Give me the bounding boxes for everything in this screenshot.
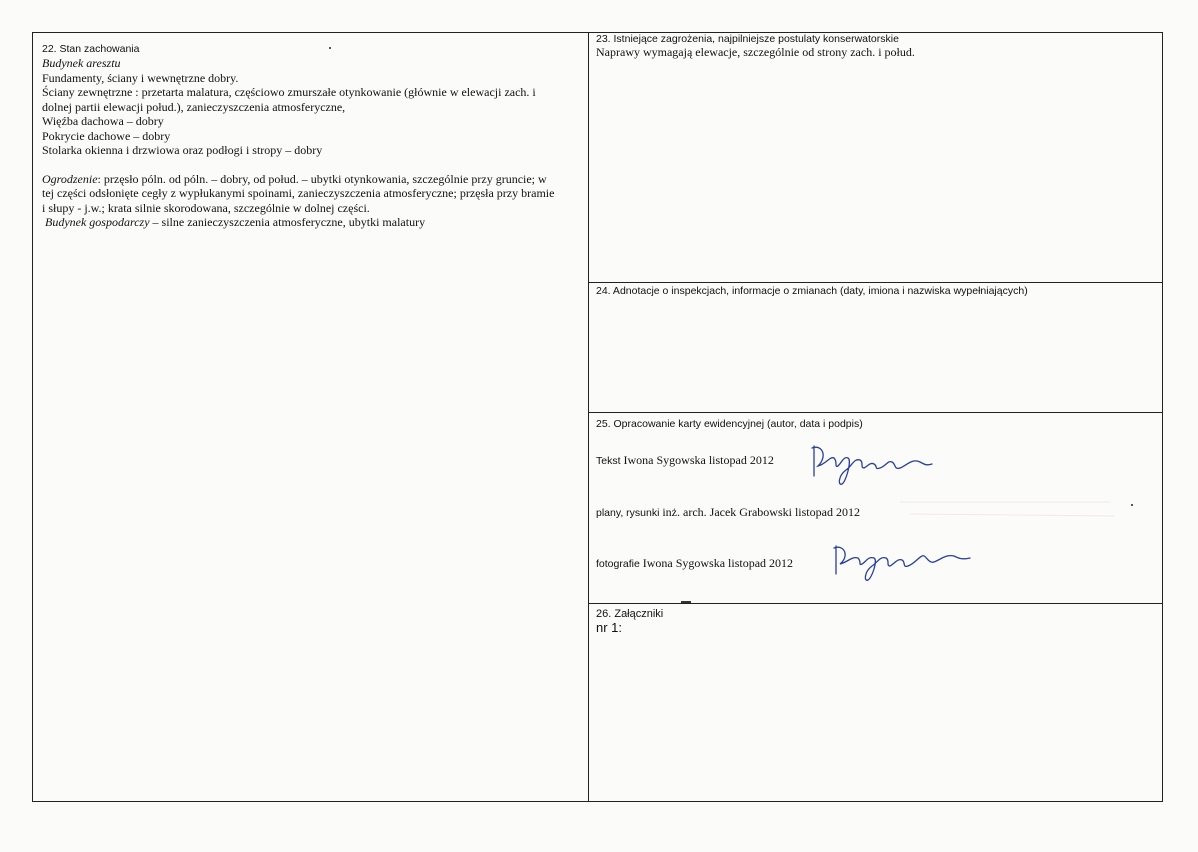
condition-line: Pokrycie dachowe – dobry (42, 128, 171, 143)
column-divider (588, 32, 589, 802)
building-arrest-label: Budynek aresztu (42, 56, 121, 70)
condition-line: Ściany zewnętrzne : przetarta malatura, częściowo zmurszałe otynkowanie (głównie w elewacji zach. i (42, 85, 536, 99)
faint-stamp (900, 492, 1120, 526)
section-22-title: 22. Stan zachowania (42, 43, 140, 55)
divider-25-26 (588, 603, 1163, 604)
divider-24-25 (588, 412, 1163, 413)
condition-line: Stolarka okienna i drzwiowa oraz podłogi i stropy – dobry (42, 143, 323, 157)
fence-line: i słupy - j.w.; krata silnie skorodowana, szczególnie w dolnej części. (42, 200, 370, 215)
divider-23-24 (588, 282, 1163, 283)
outbuilding-line: Budynek gospodarczy – silne zanieczyszczenia atmosferyczne, ubytki malatury (45, 215, 426, 229)
plans-author-row: plany, rysunki inż. arch. Jacek Grabowski listopad 2012 (596, 505, 860, 519)
fence-label: Ogrodzenie (42, 171, 98, 186)
fence-line: Ogrodzenie: przęsło póln. od póln. – dobry, od połud. – ubytki otynkowania, szczególnie przy gruncie; w (42, 171, 547, 186)
section-26 (596, 608, 1156, 635)
section-24-title: 24. Adnotacje o inspekcjach, informacje o zmianach (daty, imiona i nazwiska wypełniających) (596, 285, 1028, 297)
text-author-row: Tekst Iwona Sygowska listopad 2012 (596, 453, 774, 467)
scan-speck (681, 601, 691, 603)
photos-author-row: fotografie Iwona Sygowska listopad 2012 (596, 556, 794, 570)
condition-line: Więźba dachowa – dobry (42, 114, 164, 128)
condition-line: Fundamenty, ściany i wewnętrzne dobry. (42, 70, 239, 85)
section-24 (596, 285, 1156, 297)
fence-line: tej części odsłonięte cegły z wypłukanymi spoinami, zanieczyszczenia atmosferyczne; przęsła przy bramie (42, 186, 555, 200)
outbuilding-label: Budynek gospodarczy (45, 215, 150, 229)
section-23-title: 23. Istniejące zagrożenia, najpilniejsze postulaty konserwatorskie (596, 33, 899, 45)
section-23 (596, 33, 1156, 60)
scan-speck (329, 47, 331, 49)
signature-1 (808, 436, 938, 490)
section-25-title: 25. Opracowanie karty ewidencyjnej (autor, data i podpis) (596, 418, 863, 430)
section-26-title: 26. Załączniki (596, 608, 664, 620)
section-22 (42, 43, 587, 230)
attachment-item: nr 1: (596, 620, 623, 635)
signature-2 (830, 534, 980, 584)
condition-line: dolnej partii elewacji połud.), zanieczyszczenia atmosferyczne, (42, 99, 346, 114)
scan-speck (1131, 504, 1133, 506)
section-23-text: Naprawy wymagają elewacje, szczególnie od strony zach. i połud. (596, 45, 915, 59)
section-25 (596, 418, 1156, 430)
stamp-graphic (900, 492, 1120, 522)
